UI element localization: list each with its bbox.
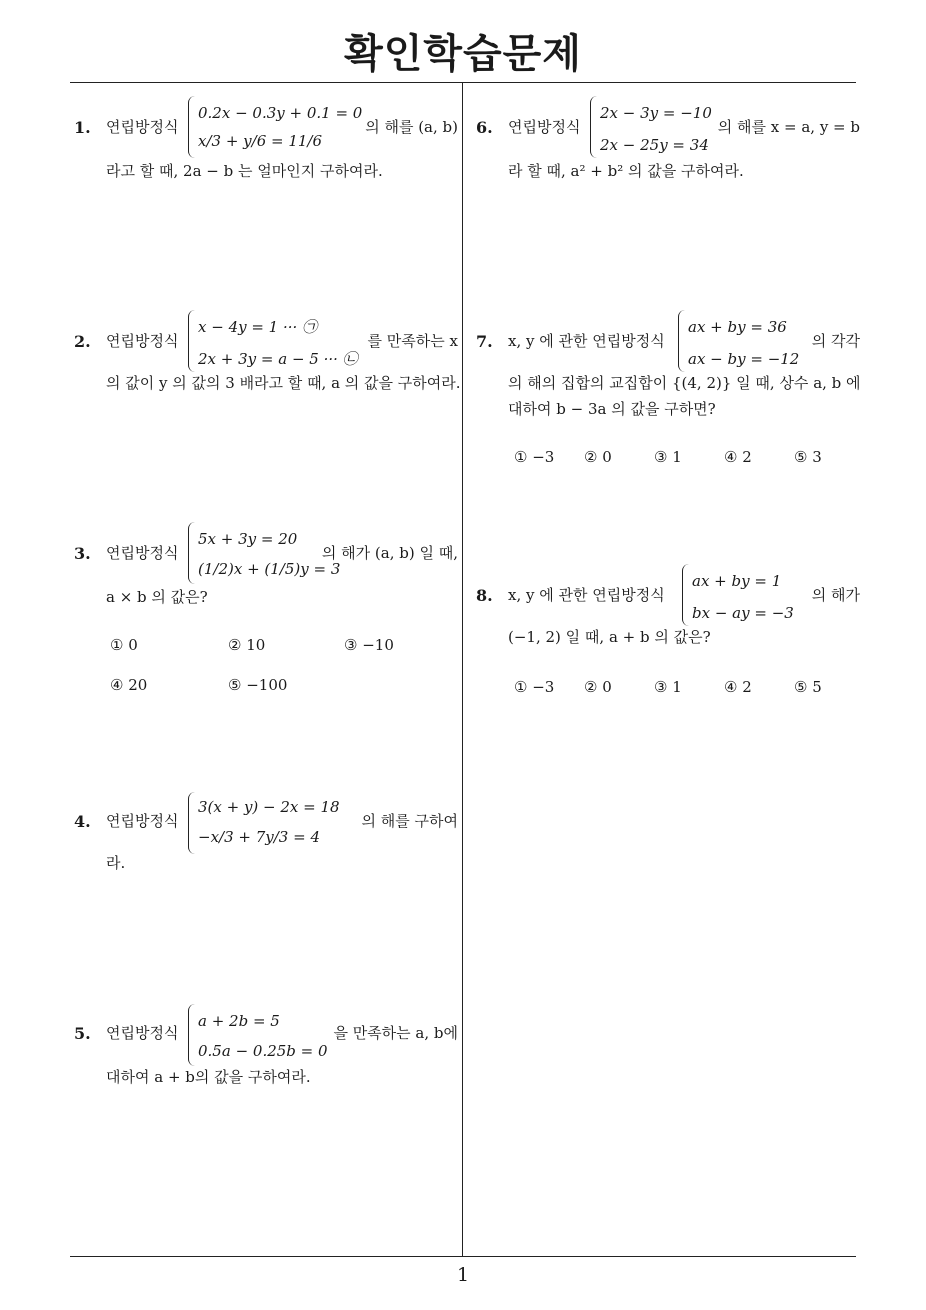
problem-continuation: a × b 의 값은? [106, 588, 208, 606]
problem-7 [476, 310, 860, 470]
problem-number: 4. [74, 812, 91, 831]
problem-lead: x, y 에 관한 연립방정식 [508, 332, 665, 350]
answer-choices [110, 636, 450, 696]
problem-continuation: 라고 할 때, 2a − b 는 얼마인지 구하여라. [106, 162, 383, 180]
problem-number: 7. [476, 332, 493, 351]
choice-4[interactable]: ④ 2 [724, 448, 752, 466]
problem-tail: 의 해가 [811, 586, 860, 604]
problem-lead: 연립방정식 [106, 118, 179, 136]
choice-4[interactable]: ④ 2 [724, 678, 752, 696]
equation-1: 0.2x − 0.3y + 0.1 = 0 [198, 104, 363, 122]
equation-1: a + 2b = 5 [198, 1012, 280, 1030]
choice-1[interactable]: ① 0 [110, 636, 138, 654]
equation-2: ax − by = −12 [688, 350, 800, 368]
equation-1: x − 4y = 1 ··· ㉠ [198, 318, 318, 336]
problem-tail: 의 해가 (a, b) 일 때, [321, 544, 458, 562]
choice-5[interactable]: ⑤ 5 [794, 678, 822, 696]
equation-1: 2x − 3y = −10 [600, 104, 712, 122]
problem-8 [476, 564, 860, 704]
choice-4[interactable]: ④ 20 [110, 676, 148, 694]
brace-icon [188, 310, 195, 372]
choice-2[interactable]: ② 0 [584, 448, 612, 466]
choice-5[interactable]: ⑤ 3 [794, 448, 822, 466]
problem-tail: 의 각각 [811, 332, 860, 350]
choice-1[interactable]: ① −3 [514, 678, 555, 696]
bottom-rule [70, 1256, 856, 1257]
equation-2: 2x + 3y = a − 5 ··· ㉡ [198, 350, 358, 368]
problem-lead: x, y 에 관한 연립방정식 [508, 586, 665, 604]
problem-tail: 를 만족하는 x [367, 332, 458, 350]
brace-icon [590, 96, 597, 158]
brace-icon [188, 96, 195, 158]
equation-2: −x/3 + 7y/3 = 4 [198, 828, 320, 846]
equation-2: 0.5a − 0.25b = 0 [198, 1042, 328, 1060]
choice-3[interactable]: ③ 1 [654, 678, 682, 696]
problem-tail: 의 해를 구하여 [361, 812, 458, 830]
problem-tail: 을 만족하는 a, b에 [333, 1024, 458, 1042]
answer-choices [514, 678, 854, 700]
equation-1: ax + by = 1 [692, 572, 782, 590]
problem-number: 1. [74, 118, 91, 137]
problem-2 [74, 310, 461, 400]
problem-lead: 연립방정식 [106, 544, 179, 562]
problem-lead: 연립방정식 [106, 332, 179, 350]
column-divider [462, 82, 463, 1257]
problem-lead: 연립방정식 [106, 812, 179, 830]
choice-2[interactable]: ② 10 [228, 636, 266, 654]
brace-icon [188, 792, 195, 854]
page-number: 1 [456, 1264, 470, 1286]
top-rule [70, 82, 856, 83]
brace-icon [682, 564, 689, 626]
problem-lead: 연립방정식 [508, 118, 581, 136]
equation-2: 2x − 25y = 34 [600, 136, 709, 154]
problem-4 [74, 792, 458, 882]
brace-icon [188, 1004, 195, 1066]
problem-number: 6. [476, 118, 493, 137]
equation-2: bx − ay = −3 [692, 604, 794, 622]
brace-icon [678, 310, 685, 372]
equation-1: ax + by = 36 [688, 318, 787, 336]
problem-tail: 의 해를 (a, b) [365, 118, 458, 136]
answer-choices [514, 448, 854, 470]
brace-icon [188, 522, 195, 584]
problem-continuation: 대하여 a + b의 값을 구하여라. [106, 1068, 311, 1086]
equation-1: 5x + 3y = 20 [198, 530, 298, 548]
equation-2: (1/2)x + (1/5)y = 3 [198, 560, 341, 578]
choice-3[interactable]: ③ −10 [344, 636, 394, 654]
problem-3 [74, 522, 458, 702]
page-title: 확인학습문제 [344, 31, 582, 77]
choice-3[interactable]: ③ 1 [654, 448, 682, 466]
problem-lead: 연립방정식 [106, 1024, 179, 1042]
problem-continuation: 라 할 때, a² + b² 의 값을 구하여라. [508, 162, 744, 180]
choice-2[interactable]: ② 0 [584, 678, 612, 696]
equation-2: x/3 + y/6 = 11/6 [198, 132, 323, 150]
choice-1[interactable]: ① −3 [514, 448, 555, 466]
problem-number: 8. [476, 586, 493, 605]
problem-number: 5. [74, 1024, 91, 1043]
equation-1: 3(x + y) − 2x = 18 [198, 798, 340, 816]
problem-continuation: 의 해의 집합의 교집합이 {(4, 2)} 일 때, 상수 a, b 에 [508, 374, 861, 392]
problem-6 [476, 96, 860, 186]
problem-continuation: (−1, 2) 일 때, a + b 의 값은? [508, 628, 711, 646]
problem-5 [74, 1004, 458, 1094]
choice-5[interactable]: ⑤ −100 [228, 676, 288, 694]
problem-continuation: 라. [106, 854, 126, 872]
problem-1 [74, 96, 458, 186]
problem-number: 3. [74, 544, 91, 563]
problem-continuation: 의 값이 y 의 값의 3 배라고 할 때, a 의 값을 구하여라. [106, 374, 461, 392]
problem-number: 2. [74, 332, 91, 351]
problem-tail: 의 해를 x = a, y = b [717, 118, 860, 136]
problem-continuation-2: 대하여 b − 3a 의 값을 구하면? [508, 400, 716, 418]
